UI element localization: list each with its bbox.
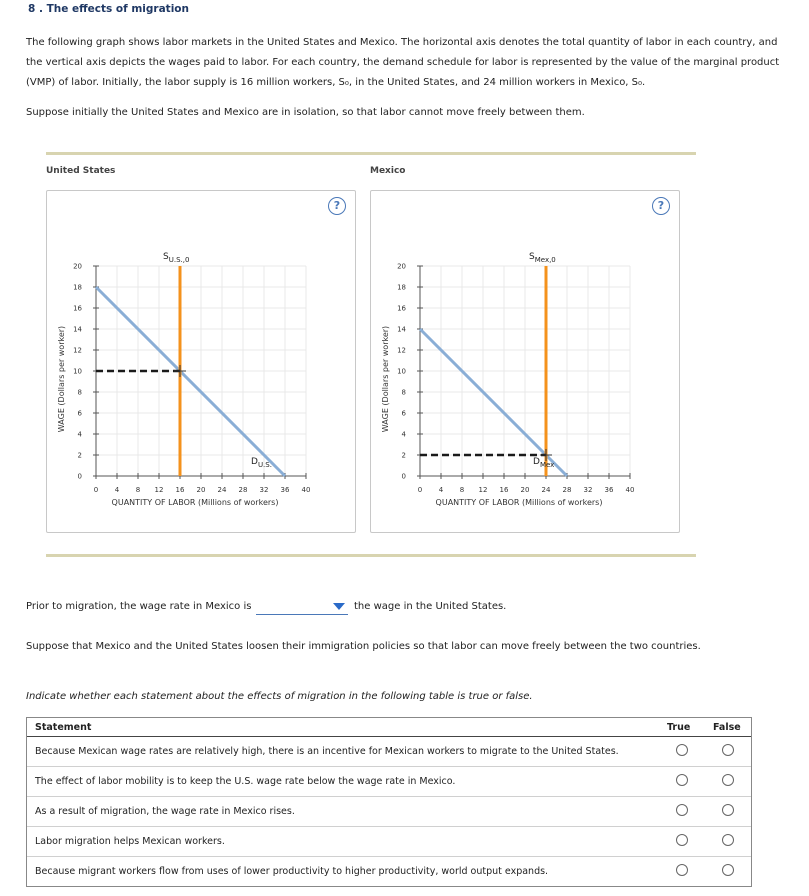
- mex-demand-label-sub: Mex: [539, 461, 555, 469]
- mex-y-tick-label: 18: [397, 283, 406, 292]
- us-y-tick-label: 18: [73, 283, 82, 292]
- mex-x-tick-label: 28: [562, 486, 572, 494]
- true-radio[interactable]: [676, 834, 688, 846]
- us-supply-label-sub: U.S.,0: [168, 256, 190, 264]
- us-x-tick-label: 12: [154, 486, 164, 494]
- us-help-icon[interactable]: ?: [328, 197, 346, 215]
- mex-x-tick-label: 20: [520, 486, 530, 494]
- true-radio[interactable]: [676, 864, 688, 876]
- us-graph-panel: [46, 190, 356, 533]
- instruction-text: Indicate whether each statement about the effects of migration in the following table is true or false.: [26, 691, 533, 702]
- true-radio[interactable]: [676, 804, 688, 816]
- us-y-tick-label: 4: [77, 430, 82, 439]
- false-radio[interactable]: [722, 744, 734, 756]
- us-y-tick-label: 8: [77, 388, 82, 397]
- us-graph-title: United States: [46, 166, 116, 176]
- mex-supply-label-main: S: [529, 252, 535, 262]
- mex-y-tick-label: 8: [401, 388, 406, 397]
- mex-x-tick-label: 24: [541, 486, 551, 494]
- mex-supply-label-sub: Mex,0: [534, 256, 556, 264]
- true-radio[interactable]: [676, 744, 688, 756]
- false-radio[interactable]: [722, 834, 734, 846]
- mex-y-tick-label: 16: [397, 304, 406, 313]
- us-y-tick-label: 16: [73, 304, 82, 313]
- table-row: [27, 767, 751, 797]
- intro-line-3: (VMP) of labor. Initially, the labor supply is 16 million workers, S₀, in the United States, and 24 million workers in Mexico, S₀.: [26, 77, 646, 88]
- graph-top-divider: [46, 152, 696, 155]
- mex-x-tick-label: 36: [604, 486, 614, 494]
- statement-text: Because migrant workers flow from uses of lower productivity to higher productivity, world output expands.: [35, 866, 549, 877]
- us-x-tick-label: 24: [217, 486, 227, 494]
- table-row: [27, 737, 751, 767]
- us-x-tick-label: 4: [114, 486, 120, 494]
- us-supply-label-main: S: [163, 252, 169, 262]
- mex-y-tick-label: 12: [397, 346, 406, 355]
- intro-line-2: the vertical axis depicts the wages paid to labor. For each country, the demand schedule for labor is represented by the value of the marginal product: [26, 57, 780, 68]
- us-x-tick-label: 40: [301, 486, 311, 494]
- us-x-axis-label: QUANTITY OF LABOR (Millions of workers): [111, 498, 279, 507]
- us-y-tick-label: 12: [73, 346, 82, 355]
- us-y-tick-label: 10: [73, 367, 82, 376]
- mex-supply-label: [529, 252, 556, 264]
- us-x-tick-label: 8: [135, 486, 141, 494]
- mexico-graph-panel: [370, 190, 680, 533]
- mex-y-tick-label: 14: [397, 325, 406, 334]
- us-x-tick-label: 28: [238, 486, 248, 494]
- us-y-tick-label: 6: [77, 409, 82, 418]
- mex-x-tick-label: 8: [459, 486, 465, 494]
- mex-x-tick-label: 40: [625, 486, 635, 494]
- table-row: [27, 797, 751, 827]
- us-y-tick-label: 0: [77, 472, 82, 481]
- statement-table: [26, 717, 752, 887]
- mexico-labor-market-chart: [371, 191, 679, 532]
- mexico-graph-title: Mexico: [370, 166, 406, 176]
- false-radio[interactable]: [722, 864, 734, 876]
- intro-line-1: The following graph shows labor markets in the United States and Mexico. The horizontal axis denotes the total quantity of labor in each country, and: [26, 37, 778, 48]
- loosen-policy-paragraph: Suppose that Mexico and the United States loosen their immigration policies so that labor can move freely between the two countries.: [26, 641, 701, 652]
- mex-x-tick-label: 32: [583, 486, 593, 494]
- mex-y-tick-label: 10: [397, 367, 406, 376]
- us-demand-label-main: D: [251, 457, 258, 467]
- page-title: 8 . The effects of migration: [28, 3, 189, 15]
- mexico-help-icon[interactable]: ?: [652, 197, 670, 215]
- us-demand-label-sub: U.S.: [257, 461, 272, 469]
- statement-text: The effect of labor mobility is to keep the U.S. wage rate below the wage rate in Mexico.: [27, 767, 659, 797]
- table-header-row: [27, 718, 751, 737]
- mex-x-axis-label: QUANTITY OF LABOR (Millions of workers): [435, 498, 603, 507]
- false-radio[interactable]: [722, 804, 734, 816]
- mex-x-tick-label: 16: [499, 486, 509, 494]
- mex-x-tick-label: 12: [478, 486, 488, 494]
- false-header: False: [705, 718, 751, 737]
- statement-header: Statement: [27, 718, 659, 737]
- question-wage-comparison-before: Prior to migration, the wage rate in Mexico is: [26, 601, 252, 612]
- us-supply-label: [163, 252, 189, 264]
- mex-y-tick-label: 4: [401, 430, 406, 439]
- intro-paragraph: [26, 33, 786, 93]
- table-row: [27, 827, 751, 857]
- mex-y-tick-label: 0: [401, 472, 406, 481]
- us-y-tick-label: 20: [73, 262, 82, 271]
- dropdown-chevron-icon[interactable]: [333, 603, 345, 610]
- mex-demand-label-main: D: [533, 457, 540, 467]
- us-x-tick-label: 16: [175, 486, 185, 494]
- us-y-tick-label: 14: [73, 325, 82, 334]
- mex-y-tick-label: 20: [397, 262, 406, 271]
- isolation-paragraph: Suppose initially the United States and Mexico are in isolation, so that labor cannot move freely between them.: [26, 107, 585, 118]
- us-x-tick-label: 20: [196, 486, 206, 494]
- us-y-tick-label: 2: [77, 451, 82, 460]
- mex-y-tick-label: 2: [401, 451, 406, 460]
- us-x-tick-label: 32: [259, 486, 269, 494]
- false-radio[interactable]: [722, 774, 734, 786]
- mex-y-axis-label: WAGE (Dollars per worker): [381, 325, 390, 433]
- statement-text: As a result of migration, the wage rate in Mexico rises.: [27, 797, 659, 827]
- table-row: [27, 857, 751, 887]
- true-radio[interactable]: [676, 774, 688, 786]
- mex-x-tick-label: 4: [438, 486, 444, 494]
- mex-y-tick-label: 6: [401, 409, 406, 418]
- true-header: True: [659, 718, 705, 737]
- statement-text: Labor migration helps Mexican workers.: [27, 827, 659, 857]
- us-x-tick-label: 36: [280, 486, 290, 494]
- question-wage-comparison-after: the wage in the United States.: [354, 601, 507, 612]
- mex-x-tick-label: 0: [417, 486, 423, 494]
- us-x-tick-label: 0: [93, 486, 99, 494]
- us-demand-line: [96, 287, 285, 476]
- statement-text: Because Mexican wage rates are relatively high, there is an incentive for Mexican workers to migrate to the United States.: [27, 737, 659, 767]
- graph-bottom-divider: [46, 554, 696, 557]
- us-labor-market-chart: [47, 191, 355, 532]
- us-y-axis-label: WAGE (Dollars per worker): [57, 325, 66, 433]
